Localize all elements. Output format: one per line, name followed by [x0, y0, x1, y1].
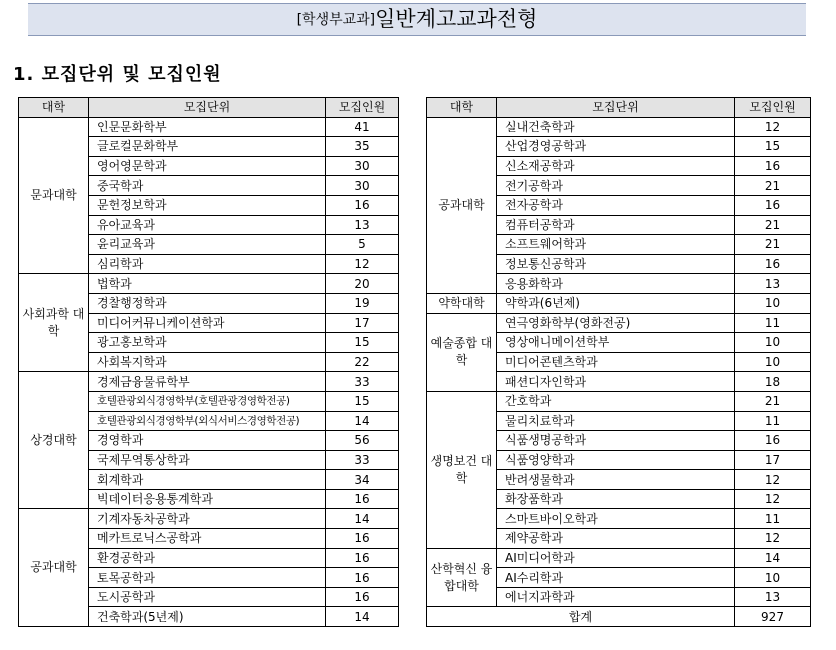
- table-header-row: [19, 98, 399, 118]
- unit-cell: 사회복지학과: [89, 352, 326, 372]
- header-count: 모집인원: [326, 98, 399, 118]
- unit-cell: 화장품학과: [497, 489, 735, 509]
- unit-cell: 중국학과: [89, 176, 326, 196]
- unit-cell: 소프트웨어학과: [497, 235, 735, 255]
- total-row: [427, 607, 811, 627]
- table-row: [19, 274, 399, 294]
- unit-cell: AI수리학과: [497, 568, 735, 588]
- unit-cell: 글로컬문화학부: [89, 137, 326, 157]
- total-label: 합계: [427, 607, 735, 627]
- count-cell: 21: [735, 235, 811, 255]
- count-cell: 11: [735, 313, 811, 333]
- count-cell: 34: [326, 470, 399, 490]
- count-cell: 17: [326, 313, 399, 333]
- recruitment-table-left: [18, 97, 399, 627]
- table-row: [427, 313, 811, 333]
- unit-cell: 미디어콘텐츠학과: [497, 352, 735, 372]
- unit-cell: 영상애니메이션학부: [497, 333, 735, 353]
- count-cell: 41: [326, 117, 399, 137]
- unit-cell: 회계학과: [89, 470, 326, 490]
- count-cell: 30: [326, 156, 399, 176]
- count-cell: 16: [326, 195, 399, 215]
- count-cell: 12: [326, 254, 399, 274]
- header-college: 대학: [427, 98, 497, 118]
- count-cell: 21: [735, 215, 811, 235]
- count-cell: 15: [326, 391, 399, 411]
- college-cell: 사회과학 대학: [19, 274, 89, 372]
- count-cell: 15: [735, 137, 811, 157]
- count-cell: 16: [735, 431, 811, 451]
- count-cell: 11: [735, 509, 811, 529]
- unit-cell: 경영학과: [89, 431, 326, 451]
- unit-cell: 신소재공학과: [497, 156, 735, 176]
- count-cell: 11: [735, 411, 811, 431]
- count-cell: 12: [735, 117, 811, 137]
- unit-cell: 정보통신공학과: [497, 254, 735, 274]
- count-cell: 12: [735, 529, 811, 549]
- unit-cell: 호텔관광외식경영학부(외식서비스경영학전공): [89, 411, 326, 431]
- college-cell: 문과대학: [19, 117, 89, 274]
- count-cell: 14: [735, 548, 811, 568]
- unit-cell: 식품영양학과: [497, 450, 735, 470]
- table-header-row: [427, 98, 811, 118]
- count-cell: 13: [326, 215, 399, 235]
- title-bracket: [학생부교과]: [296, 12, 376, 28]
- count-cell: 21: [735, 391, 811, 411]
- unit-cell: 국제무역통상학과: [89, 450, 326, 470]
- total-count: 927: [735, 607, 811, 627]
- unit-cell: 산업경영공학과: [497, 137, 735, 157]
- unit-cell: 인문문화학부: [89, 117, 326, 137]
- college-cell: 공과대학: [19, 509, 89, 627]
- header-unit: 모집단위: [497, 98, 735, 118]
- unit-cell: 윤리교육과: [89, 235, 326, 255]
- count-cell: 14: [326, 607, 399, 627]
- unit-cell: 심리학과: [89, 254, 326, 274]
- count-cell: 16: [326, 548, 399, 568]
- count-cell: 16: [735, 254, 811, 274]
- college-cell: 산학혁신 융합대학: [427, 548, 497, 607]
- table-row: [19, 117, 399, 137]
- unit-cell: 문헌정보학과: [89, 195, 326, 215]
- table-row: [427, 391, 811, 411]
- count-cell: 12: [735, 489, 811, 509]
- count-cell: 14: [326, 411, 399, 431]
- table-row: [427, 293, 811, 313]
- count-cell: 13: [735, 274, 811, 294]
- unit-cell: 도시공학과: [89, 587, 326, 607]
- count-cell: 16: [735, 156, 811, 176]
- unit-cell: 토목공학과: [89, 568, 326, 588]
- count-cell: 14: [326, 509, 399, 529]
- college-cell: 공과대학: [427, 117, 497, 293]
- unit-cell: 제약공학과: [497, 529, 735, 549]
- unit-cell: 식품생명공학과: [497, 431, 735, 451]
- unit-cell: 응용화학과: [497, 274, 735, 294]
- count-cell: 56: [326, 431, 399, 451]
- college-cell: 생명보건 대학: [427, 391, 497, 548]
- unit-cell: 연극영화학부(영화전공): [497, 313, 735, 333]
- unit-cell: 반려생물학과: [497, 470, 735, 490]
- unit-cell: 컴퓨터공학과: [497, 215, 735, 235]
- unit-cell: 패션디자인학과: [497, 372, 735, 392]
- college-cell: 약학대학: [427, 293, 497, 313]
- unit-cell: 유아교육과: [89, 215, 326, 235]
- count-cell: 20: [326, 274, 399, 294]
- count-cell: 17: [735, 450, 811, 470]
- count-cell: 16: [735, 195, 811, 215]
- count-cell: 21: [735, 176, 811, 196]
- unit-cell: 스마트바이오학과: [497, 509, 735, 529]
- unit-cell: 영어영문학과: [89, 156, 326, 176]
- count-cell: 33: [326, 450, 399, 470]
- count-cell: 10: [735, 352, 811, 372]
- count-cell: 5: [326, 235, 399, 255]
- unit-cell: 간호학과: [497, 391, 735, 411]
- college-cell: 상경대학: [19, 372, 89, 509]
- recruitment-table-right: [426, 97, 811, 627]
- header-unit: 모집단위: [89, 98, 326, 118]
- title-main: 일반계고교과전형: [375, 7, 538, 31]
- count-cell: 10: [735, 293, 811, 313]
- unit-cell: 미디어커뮤니케이션학과: [89, 313, 326, 333]
- unit-cell: 메카트로닉스공학과: [89, 529, 326, 549]
- unit-cell: 기계자동차공학과: [89, 509, 326, 529]
- unit-cell: 환경공학과: [89, 548, 326, 568]
- unit-cell: 에너지과학과: [497, 587, 735, 607]
- unit-cell: 전자공학과: [497, 195, 735, 215]
- page-title: [28, 3, 806, 36]
- unit-cell: 실내건축학과: [497, 117, 735, 137]
- count-cell: 16: [326, 568, 399, 588]
- table-row: [19, 509, 399, 529]
- count-cell: 10: [735, 333, 811, 353]
- count-cell: 19: [326, 293, 399, 313]
- count-cell: 10: [735, 568, 811, 588]
- unit-cell: 약학과(6년제): [497, 293, 735, 313]
- header-college: 대학: [19, 98, 89, 118]
- unit-cell: 물리치료학과: [497, 411, 735, 431]
- count-cell: 35: [326, 137, 399, 157]
- count-cell: 12: [735, 470, 811, 490]
- count-cell: 33: [326, 372, 399, 392]
- section-heading: 1. 모집단위 및 모집인원: [13, 64, 222, 85]
- count-cell: 13: [735, 587, 811, 607]
- unit-cell: 법학과: [89, 274, 326, 294]
- header-count: 모집인원: [735, 98, 811, 118]
- unit-cell: 호텔관광외식경영학부(호텔관광경영학전공): [89, 391, 326, 411]
- count-cell: 22: [326, 352, 399, 372]
- unit-cell: 경제금융물류학부: [89, 372, 326, 392]
- unit-cell: 건축학과(5년제): [89, 607, 326, 627]
- count-cell: 18: [735, 372, 811, 392]
- unit-cell: AI미디어학과: [497, 548, 735, 568]
- table-row: [427, 548, 811, 568]
- unit-cell: 전기공학과: [497, 176, 735, 196]
- count-cell: 16: [326, 587, 399, 607]
- college-cell: 예술종합 대학: [427, 313, 497, 391]
- count-cell: 30: [326, 176, 399, 196]
- table-row: [19, 372, 399, 392]
- count-cell: 16: [326, 489, 399, 509]
- unit-cell: 빅데이터응용통계학과: [89, 489, 326, 509]
- table-row: [427, 117, 811, 137]
- count-cell: 16: [326, 529, 399, 549]
- unit-cell: 광고홍보학과: [89, 333, 326, 353]
- unit-cell: 경찰행정학과: [89, 293, 326, 313]
- count-cell: 15: [326, 333, 399, 353]
